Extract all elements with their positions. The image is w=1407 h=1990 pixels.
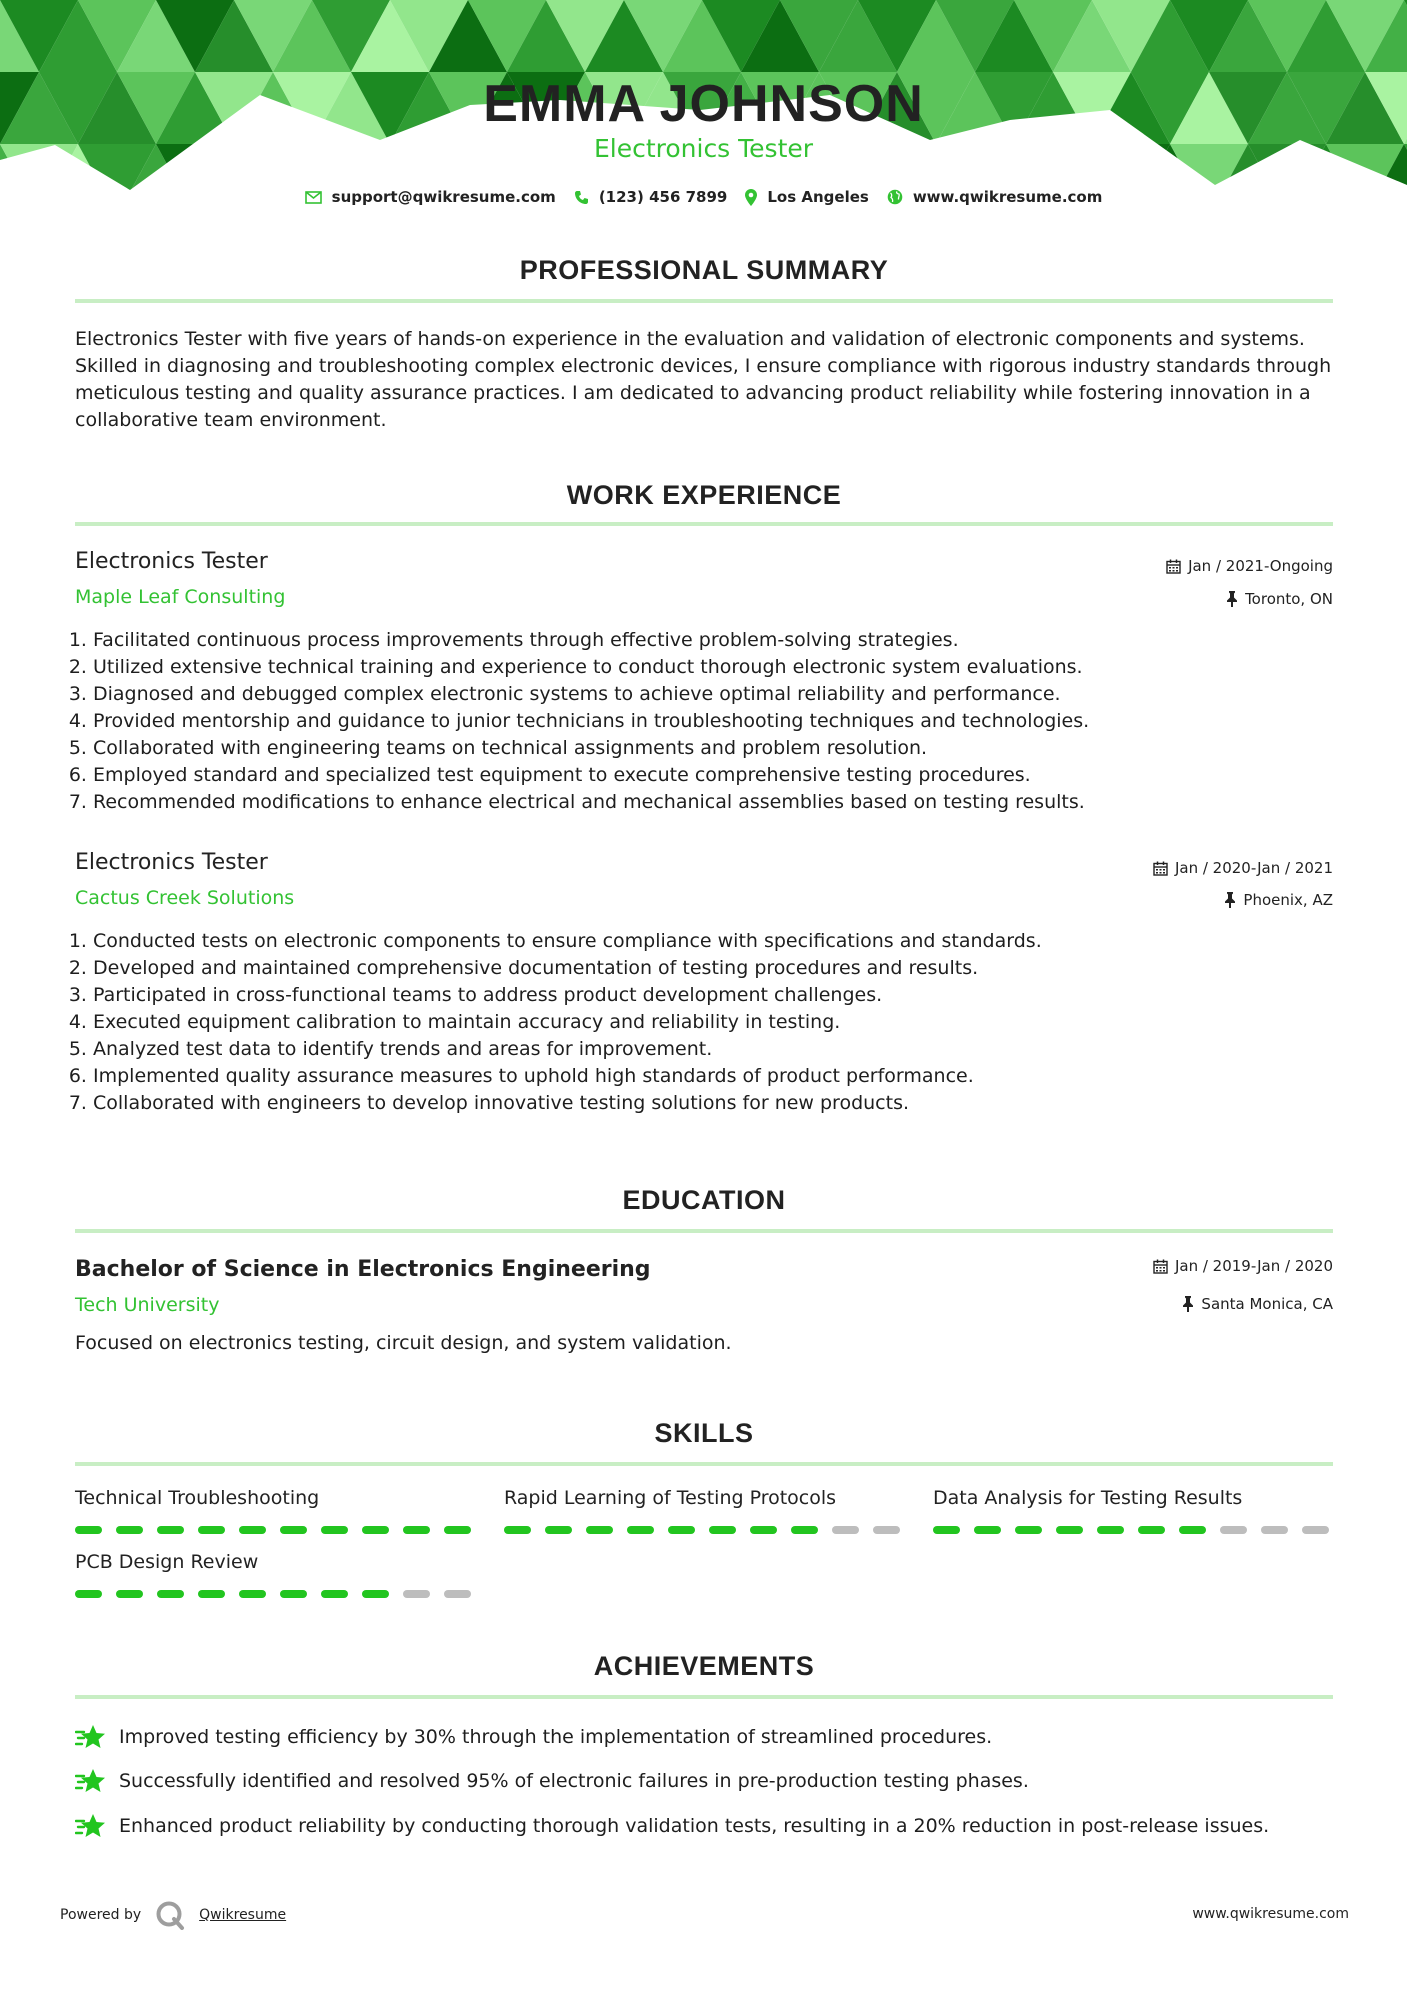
education-dates-text: Jan / 2019-Jan / 2020 [1174, 1257, 1333, 1275]
list-item: 2. Utilized extensive technical training and experience to conduct thorough electronic system evaluations. [93, 654, 1353, 681]
candidate-title: Electronics Tester [593, 134, 814, 163]
skill-dash-filled [627, 1526, 654, 1534]
job-2-dates-text: Jan / 2020-Jan / 2021 [1174, 859, 1333, 877]
job-2-bullets [66, 928, 1353, 1117]
skill-name: PCB Design Review [75, 1551, 259, 1573]
skill-level-bar [504, 1526, 900, 1534]
skill-dash-filled [791, 1526, 818, 1534]
skill-dash-filled [321, 1590, 348, 1598]
map-pin-icon [745, 189, 757, 206]
achievement-item [75, 1723, 992, 1751]
skill-dash-empty [1220, 1526, 1247, 1534]
star-icon [75, 1767, 107, 1795]
job-1-company: Maple Leaf Consulting [75, 586, 286, 608]
list-item: 7. Recommended modifications to enhance electrical and mechanical assemblies based on testing results. [93, 789, 1353, 816]
list-item: 1. Facilitated continuous process improvements through effective problem-solving strategies. [93, 627, 1353, 654]
skill-dash-filled [280, 1526, 307, 1534]
education-location-text: Santa Monica, CA [1201, 1295, 1333, 1313]
pushpin-icon [1224, 892, 1236, 908]
summary-divider [75, 299, 1333, 303]
skill-dash-filled [444, 1526, 471, 1534]
skill-dash-filled [198, 1526, 225, 1534]
contact-location [745, 188, 868, 206]
skill-dash-filled [157, 1590, 184, 1598]
footer-powered-by [60, 1900, 286, 1930]
skill-dash-filled [1097, 1526, 1124, 1534]
pushpin-icon [1182, 1296, 1194, 1312]
skill-dash-filled [157, 1526, 184, 1534]
job-2-company: Cactus Creek Solutions [75, 887, 295, 909]
email-icon [305, 191, 322, 204]
phone-text: (123) 456 7899 [598, 188, 728, 206]
achievement-text: Improved testing efficiency by 30% through the implementation of streamlined procedures. [119, 1726, 993, 1748]
skill-dash-filled [1056, 1526, 1083, 1534]
skill-dash-filled [545, 1526, 572, 1534]
education-description: Focused on electronics testing, circuit design, and system validation. [75, 1332, 732, 1354]
list-item: 6. Implemented quality assurance measures to uphold high standards of product performance. [93, 1063, 1353, 1090]
list-item: 5. Analyzed test data to identify trends and areas for improvement. [93, 1036, 1353, 1063]
job-2-location-text: Phoenix, AZ [1243, 891, 1333, 909]
skill-name: Technical Troubleshooting [75, 1487, 320, 1509]
achievement-item [75, 1812, 1269, 1840]
education-degree: Bachelor of Science in Electronics Engineering [75, 1257, 651, 1282]
skill-name: Rapid Learning of Testing Protocols [504, 1487, 837, 1509]
list-item: 6. Employed standard and specialized test equipment to execute comprehensive testing procedures. [93, 762, 1353, 789]
job-1-dates [1166, 557, 1333, 575]
contact-phone[interactable] [574, 188, 728, 206]
list-item: 3. Participated in cross-functional teams to address product development challenges. [93, 982, 1353, 1009]
skill-dash-filled [239, 1590, 266, 1598]
skill-dash-filled [239, 1526, 266, 1534]
list-item: 4. Executed equipment calibration to maintain accuracy and reliability in testing. [93, 1009, 1353, 1036]
skill-dash-filled [198, 1590, 225, 1598]
education-divider [75, 1229, 1333, 1233]
skill-level-bar [933, 1526, 1329, 1534]
achievements-heading: ACHIEVEMENTS [593, 1651, 815, 1681]
skill-dash-empty [444, 1590, 471, 1598]
powered-by-label: Powered by [60, 1907, 142, 1923]
job-1-dates-text: Jan / 2021-Ongoing [1188, 557, 1333, 575]
skill-dash-filled [116, 1590, 143, 1598]
qwikresume-logo-icon [155, 1900, 185, 1930]
skill-dash-empty [832, 1526, 859, 1534]
footer-website[interactable]: www.qwikresume.com [1192, 1906, 1349, 1922]
achievements-divider [75, 1695, 1333, 1699]
experience-heading: WORK EXPERIENCE [566, 480, 842, 510]
skill-dash-filled [1179, 1526, 1206, 1534]
list-item: 5. Collaborated with engineering teams on technical assignments and problem resolution. [93, 735, 1353, 762]
skill-dash-filled [362, 1526, 389, 1534]
list-item: 7. Collaborated with engineers to develop innovative testing solutions for new products. [93, 1090, 1353, 1117]
skill-dash-filled [668, 1526, 695, 1534]
job-2-location [1224, 891, 1333, 909]
education-heading: EDUCATION [622, 1185, 786, 1215]
list-item: 3. Diagnosed and debugged complex electronic systems to achieve optimal reliability and performance. [93, 681, 1353, 708]
skill-dash-filled [321, 1526, 348, 1534]
job-1-bullets [66, 627, 1353, 816]
skill-dash-filled [1138, 1526, 1165, 1534]
contact-website[interactable] [887, 188, 1103, 206]
calendar-icon [1166, 559, 1181, 574]
education-location [1182, 1295, 1333, 1313]
achievement-item [75, 1767, 1029, 1795]
achievement-text: Successfully identified and resolved 95% of electronic failures in pre-production testing phases. [119, 1770, 1029, 1792]
skill-dash-filled [280, 1590, 307, 1598]
skill-level-bar [75, 1590, 471, 1598]
contact-email[interactable] [305, 188, 556, 206]
skill-dash-empty [1302, 1526, 1329, 1534]
job-2-role: Electronics Tester [75, 850, 268, 875]
job-1-location [1226, 590, 1333, 608]
skill-dash-empty [1261, 1526, 1288, 1534]
star-icon [75, 1812, 107, 1840]
calendar-icon [1153, 1259, 1168, 1274]
calendar-icon [1153, 861, 1168, 876]
skill-dash-filled [974, 1526, 1001, 1534]
location-text: Los Angeles [767, 188, 869, 206]
pushpin-icon [1226, 591, 1238, 607]
skill-dash-filled [362, 1590, 389, 1598]
skill-dash-filled [504, 1526, 531, 1534]
skill-dash-empty [403, 1590, 430, 1598]
job-1-role: Electronics Tester [75, 549, 268, 574]
achievement-text: Enhanced product reliability by conducting thorough validation tests, resulting in a 20% reduction in post-release issues. [119, 1815, 1270, 1837]
experience-divider [75, 522, 1333, 526]
skill-dash-filled [750, 1526, 777, 1534]
email-text: support@qwikresume.com [331, 188, 556, 206]
skills-heading: SKILLS [654, 1418, 754, 1448]
brand-link[interactable]: Qwikresume [199, 1907, 287, 1923]
education-school: Tech University [75, 1294, 220, 1316]
skill-dash-empty [873, 1526, 900, 1534]
skill-name: Data Analysis for Testing Results [933, 1487, 1243, 1509]
job-2-dates [1153, 859, 1333, 877]
summary-heading: PROFESSIONAL SUMMARY [519, 255, 889, 285]
summary-text: Electronics Tester with five years of hands-on experience in the evaluation and validation of electronic components and systems. Skilled in diagnosing and troubleshooting complex electronic devices, I ensure compliance with rigorous industry standards through meticulous testing and quality assurance practices. I am dedicated to advancing product reliability while fostering innovation in a collaborative team environment. [75, 328, 1332, 431]
skill-dash-filled [75, 1590, 102, 1598]
skill-dash-filled [75, 1526, 102, 1534]
globe-icon [887, 189, 903, 205]
skills-divider [75, 1462, 1333, 1466]
skill-dash-filled [1015, 1526, 1042, 1534]
list-item: 2. Developed and maintained comprehensive documentation of testing procedures and results. [93, 955, 1353, 982]
education-dates [1153, 1257, 1333, 1275]
skill-dash-filled [933, 1526, 960, 1534]
skill-dash-filled [403, 1526, 430, 1534]
contact-bar [0, 188, 1407, 206]
star-icon [75, 1723, 107, 1751]
candidate-name: EMMA JOHNSON [483, 75, 924, 133]
list-item: 1. Conducted tests on electronic components to ensure compliance with specifications and standards. [93, 928, 1353, 955]
list-item: 4. Provided mentorship and guidance to junior technicians in troubleshooting techniques and technologies. [93, 708, 1353, 735]
website-text: www.qwikresume.com [912, 188, 1103, 206]
job-1-location-text: Toronto, ON [1245, 590, 1333, 608]
skill-level-bar [75, 1526, 471, 1534]
phone-icon [574, 190, 589, 205]
skill-dash-filled [116, 1526, 143, 1534]
skill-dash-filled [709, 1526, 736, 1534]
skill-dash-filled [586, 1526, 613, 1534]
